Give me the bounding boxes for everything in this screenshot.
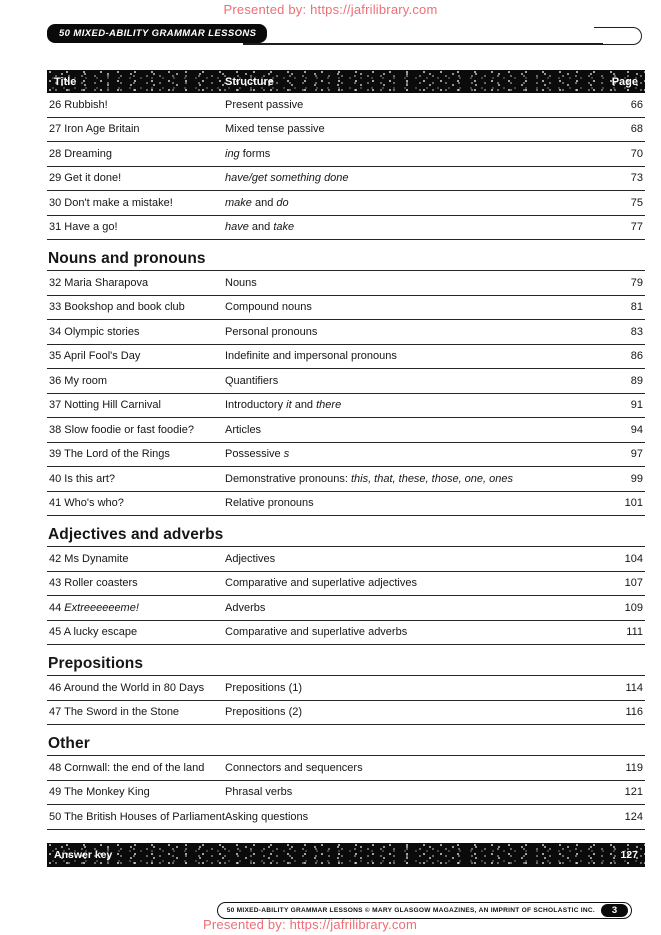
section-heading: Other xyxy=(47,735,645,756)
toc-row-page: 75 xyxy=(630,196,643,209)
toc-row-structure: have/get something done xyxy=(225,172,349,185)
header-tab-shape xyxy=(594,27,642,45)
toc-row-title: 26 Rubbish! xyxy=(49,98,108,111)
toc-row-title: 44 Extreeeeeeme! xyxy=(49,601,139,614)
toc-row xyxy=(47,191,645,216)
toc-row xyxy=(47,676,645,701)
toc-row xyxy=(47,596,645,621)
column-header-page: Page xyxy=(611,75,638,88)
toc-row-page: 86 xyxy=(630,350,643,363)
toc-row-title: 33 Bookshop and book club xyxy=(49,301,185,314)
toc-row-structure: Present passive xyxy=(225,98,304,111)
toc-row-page: 124 xyxy=(624,810,643,823)
toc-row-title: 27 Iron Age Britain xyxy=(49,123,140,136)
contents-table xyxy=(47,70,645,867)
toc-row xyxy=(47,271,645,296)
toc-row-page: 97 xyxy=(630,448,643,461)
toc-row-title: 34 Olympic stories xyxy=(49,325,140,338)
toc-row-page: 121 xyxy=(624,786,643,799)
toc-row-title: 43 Roller coasters xyxy=(49,577,138,590)
toc-row-title: 50 The British Houses of Parliament xyxy=(49,810,225,823)
toc-row-title: 30 Don't make a mistake! xyxy=(49,196,173,209)
toc-row-structure: Quantifiers xyxy=(225,374,279,387)
toc-row-page: 116 xyxy=(625,706,643,719)
toc-row-structure: Connectors and sequencers xyxy=(225,761,363,774)
toc-row-title: 48 Cornwall: the end of the land xyxy=(49,761,205,774)
toc-row-structure: Indefinite and impersonal pronouns xyxy=(225,350,397,363)
toc-row-structure: Prepositions (2) xyxy=(225,706,303,719)
toc-row-structure: Adjectives xyxy=(225,552,276,565)
toc-row-title: 38 Slow foodie or fast foodie? xyxy=(49,423,194,436)
toc-row xyxy=(47,492,645,517)
toc-row-page: 114 xyxy=(625,681,643,694)
toc-row-title: 36 My room xyxy=(49,374,108,387)
toc-row-title: 42 Ms Dynamite xyxy=(49,552,129,565)
toc-row xyxy=(47,320,645,345)
toc-row-title: 37 Notting Hill Carnival xyxy=(49,399,161,412)
toc-row-page: 91 xyxy=(630,399,643,412)
footer-page-number: 3 xyxy=(601,904,628,917)
toc-row-structure: Articles xyxy=(225,423,262,436)
toc-row xyxy=(47,547,645,572)
toc-row xyxy=(47,118,645,143)
toc-row-title: 29 Get it done! xyxy=(49,172,122,185)
toc-row xyxy=(47,467,645,492)
toc-row-structure: have and take xyxy=(225,221,295,234)
answer-key-label: Answer key xyxy=(54,848,113,861)
toc-row-structure: Nouns xyxy=(225,276,257,289)
toc-row xyxy=(47,443,645,468)
toc-row-title: 31 Have a go! xyxy=(49,221,118,234)
toc-row xyxy=(47,142,645,167)
toc-row-page: 104 xyxy=(624,552,643,565)
toc-row xyxy=(47,93,645,118)
toc-row xyxy=(47,394,645,419)
toc-row-page: 66 xyxy=(630,98,643,111)
toc-row-page: 70 xyxy=(630,147,643,160)
toc-row xyxy=(47,781,645,806)
toc-row-title: 41 Who's who? xyxy=(49,497,124,510)
toc-row xyxy=(47,216,645,241)
toc-row xyxy=(47,369,645,394)
toc-row-structure: Comparative and superlative adverbs xyxy=(225,626,408,639)
toc-row-structure: Personal pronouns xyxy=(225,325,318,338)
toc-row xyxy=(47,701,645,726)
column-header-structure: Structure xyxy=(225,75,274,88)
toc-row-page: 107 xyxy=(624,577,643,590)
toc-row-structure: Mixed tense passive xyxy=(225,123,325,136)
toc-row-page: 109 xyxy=(624,601,643,614)
section-heading: Adjectives and adverbs xyxy=(47,526,645,547)
toc-row-page: 68 xyxy=(630,123,643,136)
toc-row-page: 73 xyxy=(630,172,643,185)
toc-row-structure: Comparative and superlative adjectives xyxy=(225,577,417,590)
toc-row-structure: Asking questions xyxy=(225,810,309,823)
answer-key-bar xyxy=(47,843,645,867)
toc-row-structure: ing forms xyxy=(225,147,271,160)
toc-row-title: 46 Around the World in 80 Days xyxy=(49,681,205,694)
toc-row-structure: make and do xyxy=(225,196,289,209)
toc-row-title: 47 The Sword in the Stone xyxy=(49,706,180,719)
toc-row-page: 79 xyxy=(630,276,643,289)
toc-row xyxy=(47,756,645,781)
section-heading: Prepositions xyxy=(47,655,645,676)
toc-row-page: 99 xyxy=(630,472,643,485)
toc-row-title: 49 The Monkey King xyxy=(49,786,150,799)
toc-row-title: 28 Dreaming xyxy=(49,147,112,160)
toc-row-structure: Relative pronouns xyxy=(225,497,314,510)
toc-row-structure: Possessive s xyxy=(225,448,290,461)
toc-row xyxy=(47,572,645,597)
watermark-bottom: Presented by: https://jafrilibrary.com xyxy=(203,917,417,932)
toc-row-page: 101 xyxy=(624,497,643,510)
toc-row-structure: Introductory it and there xyxy=(225,399,342,412)
toc-row-page: 81 xyxy=(630,301,643,314)
toc-row-title: 39 The Lord of the Rings xyxy=(49,448,170,461)
toc-row-structure: Compound nouns xyxy=(225,301,312,314)
toc-row-title: 45 A lucky escape xyxy=(49,626,138,639)
toc-row-page: 83 xyxy=(630,325,643,338)
toc-row xyxy=(47,418,645,443)
toc-row-structure: Adverbs xyxy=(225,601,266,614)
toc-row-page: 111 xyxy=(626,626,643,639)
toc-row-title: 40 Is this art? xyxy=(49,472,116,485)
answer-key-page: 127 xyxy=(620,848,638,861)
toc-row-title: 32 Maria Sharapova xyxy=(49,276,149,289)
toc-row xyxy=(47,345,645,370)
toc-row xyxy=(47,296,645,321)
toc-row-page: 119 xyxy=(625,761,643,774)
toc-row xyxy=(47,167,645,192)
toc-row-page: 89 xyxy=(630,374,643,387)
toc-row-title: 35 April Fool's Day xyxy=(49,350,141,363)
footer-credit-text: 50 MIXED-ABILITY GRAMMAR LESSONS © MARY GLASGOW MAGAZINES, AN IMPRINT OF SCHOLASTIC INC. xyxy=(226,907,595,914)
column-header-title: Title xyxy=(54,75,77,88)
watermark-top: Presented by: https://jafrilibrary.com xyxy=(223,2,438,17)
toc-sections xyxy=(47,93,645,830)
toc-row-structure: Prepositions (1) xyxy=(225,681,303,694)
book-title-badge: 50 MIXED-ABILITY GRAMMAR LESSONS xyxy=(47,24,267,43)
toc-row-structure: Demonstrative pronouns: this, that, these, those, one, ones xyxy=(225,472,514,485)
table-header-bar xyxy=(47,70,645,93)
toc-row-page: 77 xyxy=(630,221,643,234)
toc-row-structure: Phrasal verbs xyxy=(225,786,293,799)
header-rule xyxy=(243,43,603,45)
toc-row xyxy=(47,621,645,646)
toc-row xyxy=(47,805,645,830)
toc-row-page: 94 xyxy=(630,423,643,436)
section-heading: Nouns and pronouns xyxy=(47,250,645,271)
